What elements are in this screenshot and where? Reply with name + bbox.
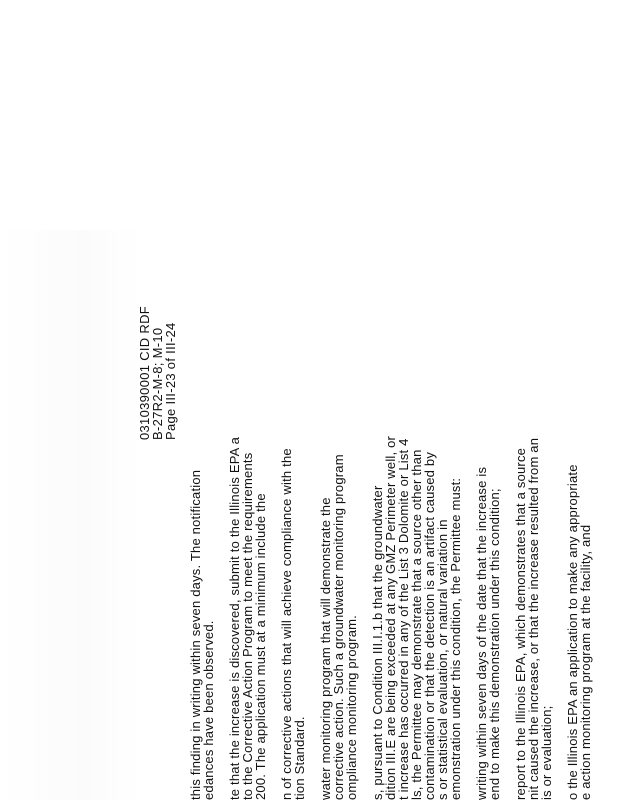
body-line: t increase has occurred in any of the List 3 Dolomite or List 4 [396, 438, 411, 800]
body-line: water monitoring program that will demonstrate the [318, 497, 333, 800]
body-line: writing within seven days of the date that the increase is [474, 466, 489, 800]
body-line: s, pursuant to Condition III.I.1.b that the groundwater [370, 485, 385, 800]
body-line: emonstration under this condition, the Permittee must: [448, 477, 463, 800]
body-line: to the Corrective Action Program to meet the requirements [240, 452, 255, 800]
scan-shading [0, 230, 140, 800]
body-line: dition III.E are being exceeded at any GMZ Perimeter well, or [383, 435, 398, 800]
body-line: o the Illinois EPA an application to make any appropriate [565, 464, 580, 800]
doc-id-line: 0310390001 CID RDF [137, 305, 152, 440]
body-line: ls, the Permittee may demonstrate that a source other than [409, 449, 424, 800]
body-line: edances have been observed. [201, 620, 216, 800]
body-line: end to make this demonstration under this condition; [487, 488, 502, 800]
body-line: this finding in writing within seven days. The notification [188, 469, 203, 800]
body-line: te that the increase is discovered, submit to the Illinois EPA a [227, 436, 242, 800]
body-line: is or evaluation; [539, 705, 554, 800]
body-line: tion Standard. [292, 716, 307, 800]
body-line: e action monitoring program at the facility, and [578, 524, 593, 800]
body-line: 200. The application must at a minimum include the [253, 493, 268, 800]
page-number-line: Page III-23 of III-24 [163, 322, 178, 440]
body-line: corrective action. Such a groundwater monitoring program [331, 454, 346, 800]
permit-mod-line: B-27R2-M-8; M-10 [150, 327, 165, 440]
body-line: s or statistical evaluation, or natural variation in [435, 519, 450, 800]
body-line: nit caused the increase, or that the increase resulted from an [526, 437, 541, 800]
body-line: contamination or that the detection is an artifact caused by [422, 451, 437, 800]
body-line: n of corrective actions that will achieve compliance with the [279, 448, 294, 800]
body-line: ompliance monitoring program. [344, 615, 359, 800]
body-line: report to the Illinois EPA, which demonstrates that a source [513, 447, 528, 800]
